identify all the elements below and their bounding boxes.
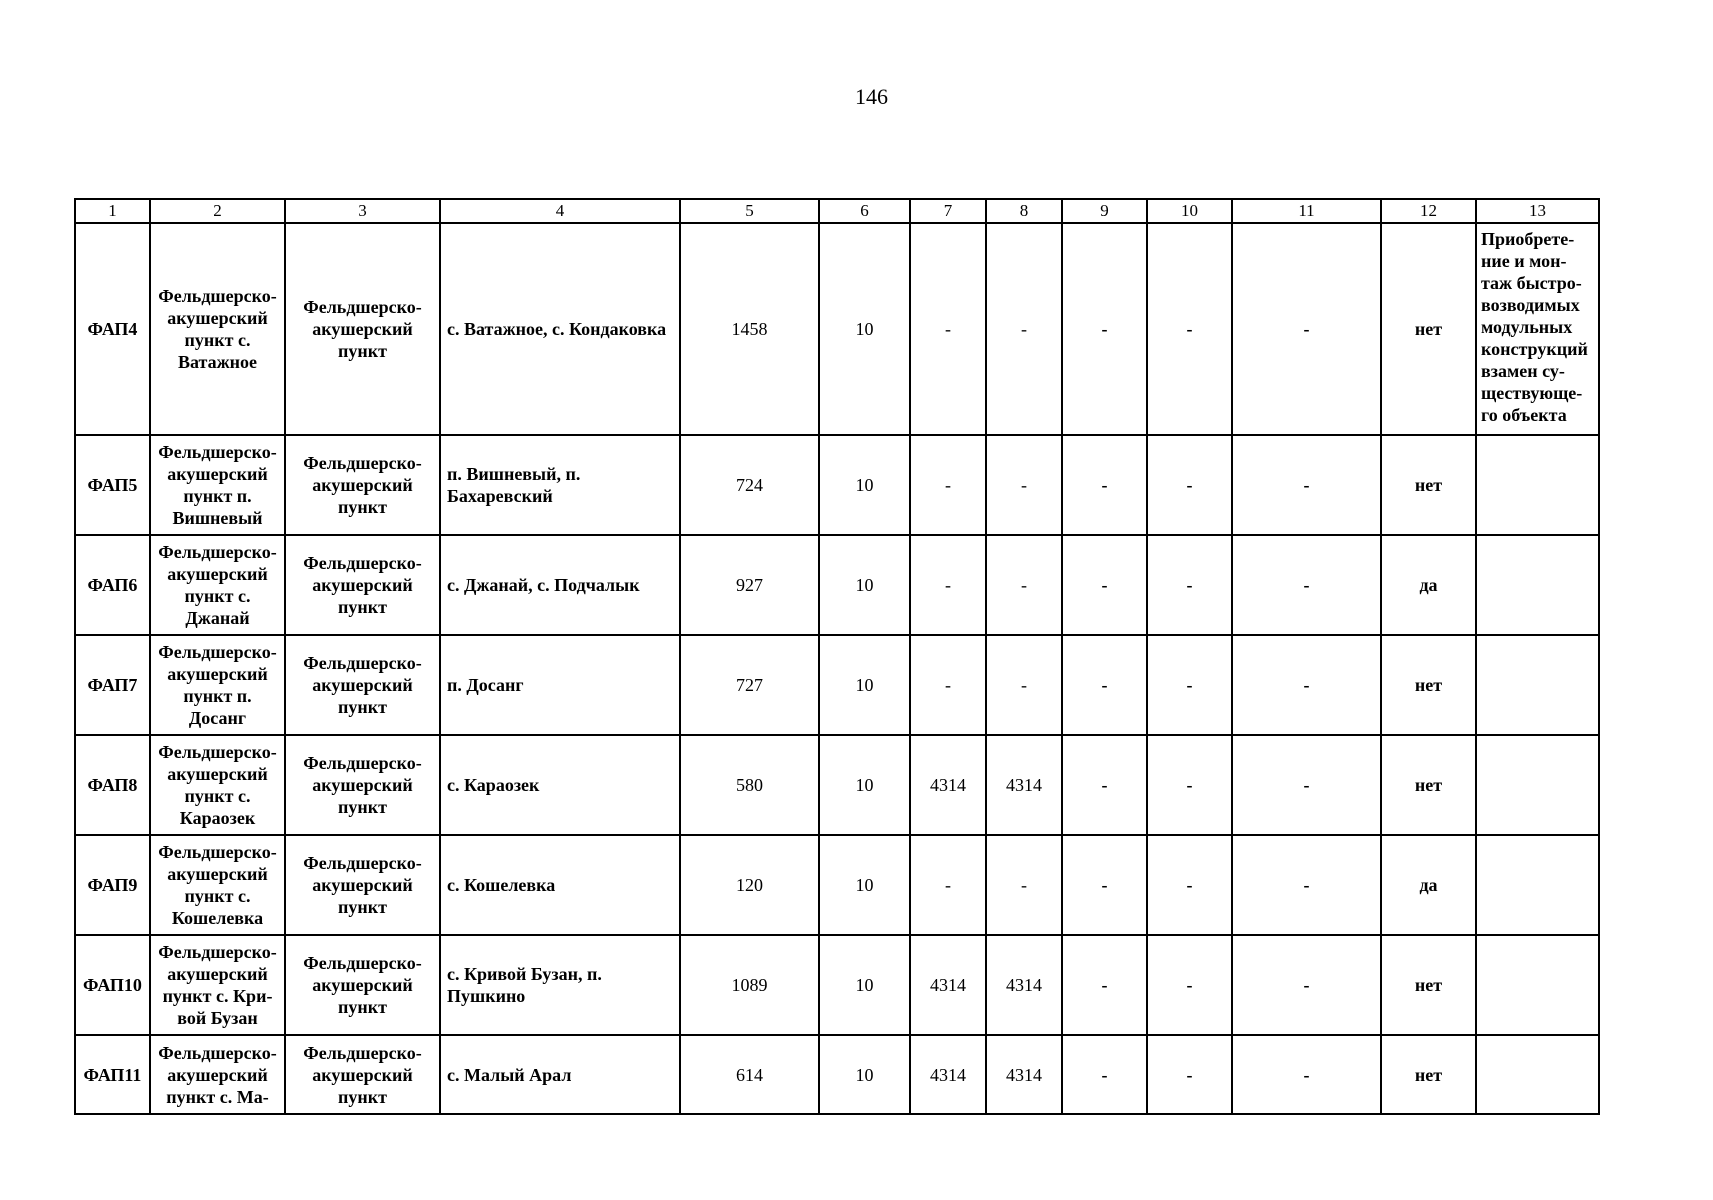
col10-cell: - [1147,223,1232,435]
column-number: 3 [285,199,440,223]
facility-name-cell: Фельдшерско-акушерский пункт с. Ватажное [150,223,285,435]
table-row [75,735,1599,835]
col8-cell: - [986,535,1062,635]
col9-cell: - [1062,535,1147,635]
column-number: 8 [986,199,1062,223]
facility-code-cell: ФАП8 [75,735,150,835]
table-row [75,835,1599,935]
col7-cell: 4314 [910,735,986,835]
col10-cell: - [1147,535,1232,635]
col8-cell: 4314 [986,935,1062,1035]
column-number: 11 [1232,199,1381,223]
col9-cell: - [1062,835,1147,935]
col7-cell: 4314 [910,1035,986,1114]
note-cell [1476,535,1599,635]
facility-type-cell: Фельдшерско-акушерский пункт [285,435,440,535]
note-cell [1476,435,1599,535]
col7-cell: 4314 [910,935,986,1035]
note-cell [1476,1035,1599,1114]
col8-cell: - [986,223,1062,435]
col5-cell: 120 [680,835,819,935]
settlements-cell: с. Кривой Бузан, п. Пушкино [440,935,680,1035]
settlements-cell: п. Досанг [440,635,680,735]
col11-cell: - [1232,735,1381,835]
col10-cell: - [1147,1035,1232,1114]
column-number: 4 [440,199,680,223]
facility-code-cell: ФАП9 [75,835,150,935]
col10-cell: - [1147,835,1232,935]
facility-type-cell: Фельдшерско-акушерский пункт [285,835,440,935]
col5-cell: 727 [680,635,819,735]
table-row [75,935,1599,1035]
settlements-cell: с. Ватажное, с. Кондаковка [440,223,680,435]
facility-type-cell: Фельдшерско-акушерский пункт [285,1035,440,1114]
col12-cell: нет [1381,1035,1476,1114]
facility-type-cell: Фельдшерско-акушерский пункт [285,635,440,735]
facility-name-cell: Фельдшерско-акушерский пункт с. Кошелевка [150,835,285,935]
col8-cell: - [986,835,1062,935]
col6-cell: 10 [819,735,910,835]
col6-cell: 10 [819,835,910,935]
col12-cell: да [1381,835,1476,935]
col11-cell: - [1232,935,1381,1035]
column-number: 9 [1062,199,1147,223]
col6-cell: 10 [819,435,910,535]
col5-cell: 614 [680,1035,819,1114]
col12-cell: нет [1381,635,1476,735]
column-number: 12 [1381,199,1476,223]
note-cell: Приобрете-ние и мон-таж быстро-возводимых модульных конструкций взамен су-ществующе-го объекта [1476,223,1599,435]
col10-cell: - [1147,935,1232,1035]
col6-cell: 10 [819,635,910,735]
col8-cell: - [986,435,1062,535]
col7-cell: - [910,835,986,935]
facility-name-cell: Фельдшерско-акушерский пункт п. Досанг [150,635,285,735]
settlements-cell: с. Малый Арал [440,1035,680,1114]
facility-type-cell: Фельдшерско-акушерский пункт [285,735,440,835]
col9-cell: - [1062,1035,1147,1114]
col11-cell: - [1232,535,1381,635]
facility-code-cell: ФАП7 [75,635,150,735]
column-number-row [75,199,1599,223]
facility-code-cell: ФАП4 [75,223,150,435]
col9-cell: - [1062,735,1147,835]
facility-name-cell: Фельдшерско-акушерский пункт п. Вишневый [150,435,285,535]
note-cell [1476,935,1599,1035]
col5-cell: 580 [680,735,819,835]
col12-cell: да [1381,535,1476,635]
settlements-cell: с. Кошелевка [440,835,680,935]
col7-cell: - [910,535,986,635]
column-number: 6 [819,199,910,223]
col8-cell: - [986,635,1062,735]
settlements-cell: с. Джанай, с. Подчалык [440,535,680,635]
facility-name-cell: Фельдшерско-акушерский пункт с. Ма- [150,1035,285,1114]
col7-cell: - [910,635,986,735]
col5-cell: 724 [680,435,819,535]
column-number: 2 [150,199,285,223]
col9-cell: - [1062,935,1147,1035]
col6-cell: 10 [819,223,910,435]
col11-cell: - [1232,835,1381,935]
col12-cell: нет [1381,435,1476,535]
settlements-cell: п. Вишневый, п. Бахаревский [440,435,680,535]
facility-code-cell: ФАП10 [75,935,150,1035]
column-number: 1 [75,199,150,223]
col7-cell: - [910,223,986,435]
col7-cell: - [910,435,986,535]
table-row [75,535,1599,635]
note-cell [1476,835,1599,935]
table-row [75,1035,1599,1114]
col11-cell: - [1232,435,1381,535]
facility-type-cell: Фельдшерско-акушерский пункт [285,223,440,435]
col5-cell: 1089 [680,935,819,1035]
table-row [75,435,1599,535]
col6-cell: 10 [819,535,910,635]
col11-cell: - [1232,635,1381,735]
facilities-table [74,198,1600,1115]
facility-code-cell: ФАП11 [75,1035,150,1114]
note-cell [1476,635,1599,735]
facility-name-cell: Фельдшерско-акушерский пункт с. Джанай [150,535,285,635]
col11-cell: - [1232,1035,1381,1114]
column-number: 5 [680,199,819,223]
table-row [75,635,1599,735]
column-number: 10 [1147,199,1232,223]
col9-cell: - [1062,435,1147,535]
page-number: 146 [855,84,888,109]
facility-code-cell: ФАП6 [75,535,150,635]
column-number: 13 [1476,199,1599,223]
col10-cell: - [1147,735,1232,835]
col12-cell: нет [1381,935,1476,1035]
col12-cell: нет [1381,223,1476,435]
col6-cell: 10 [819,935,910,1035]
col10-cell: - [1147,435,1232,535]
col10-cell: - [1147,635,1232,735]
col9-cell: - [1062,635,1147,735]
col5-cell: 927 [680,535,819,635]
col9-cell: - [1062,223,1147,435]
facility-type-cell: Фельдшерско-акушерский пункт [285,935,440,1035]
table-body [75,199,1599,1114]
column-number: 7 [910,199,986,223]
col11-cell: - [1232,223,1381,435]
col5-cell: 1458 [680,223,819,435]
col8-cell: 4314 [986,1035,1062,1114]
col12-cell: нет [1381,735,1476,835]
facility-name-cell: Фельдшерско-акушерский пункт с. Караозек [150,735,285,835]
facility-type-cell: Фельдшерско-акушерский пункт [285,535,440,635]
facility-name-cell: Фельдшерско-акушерский пункт с. Кри-вой Бузан [150,935,285,1035]
col8-cell: 4314 [986,735,1062,835]
facility-code-cell: ФАП5 [75,435,150,535]
table-row [75,223,1599,435]
settlements-cell: с. Караозек [440,735,680,835]
note-cell [1476,735,1599,835]
col6-cell: 10 [819,1035,910,1114]
